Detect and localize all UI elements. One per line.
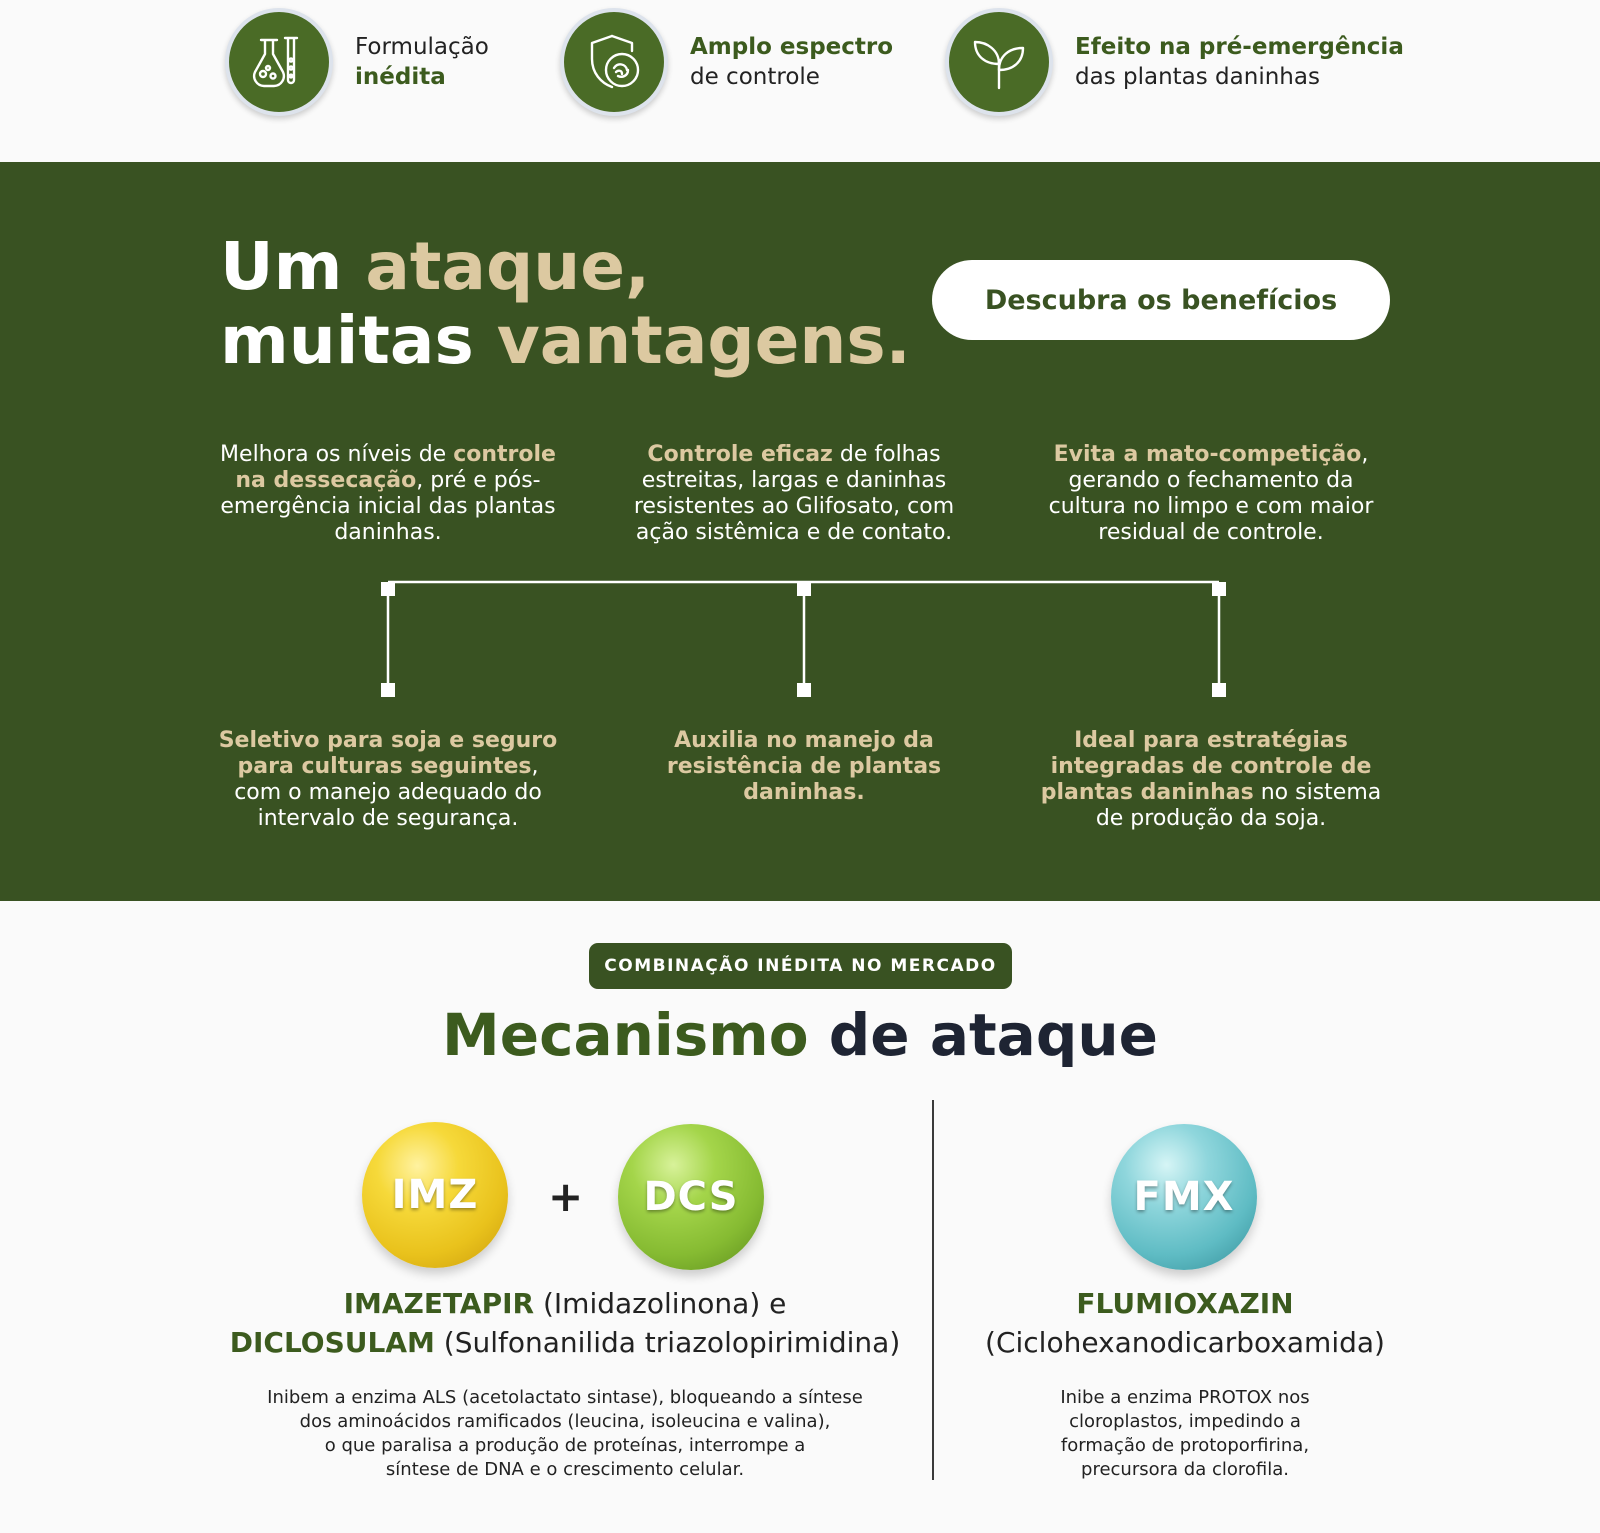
benefit-item: [659, 728, 949, 806]
benefits-section: [0, 162, 1600, 901]
fmx-label: FMX: [1133, 1174, 1235, 1220]
benefit-highlight: Auxilia no manejo da resistência de plantas daninhas: [666, 728, 942, 805]
desc-line: o que paralisa a produção de proteínas, interrompe a: [324, 1435, 806, 1456]
feature-text-plain: das plantas daninhas: [1075, 64, 1320, 90]
headline-gold: vantagens.: [496, 302, 911, 379]
benefit-text: de folhas estreitas, largas e daninhas resistentes ao Glifosato, com ação sistêmica e de contato.: [633, 442, 955, 545]
benefit-text: , gerando o fechamento da cultura no limpo e com maior residual de controle.: [1048, 442, 1374, 545]
left-compound-names: [200, 1284, 930, 1362]
headline-plain: Um: [220, 228, 366, 305]
plus-sign: +: [548, 1172, 584, 1221]
mechanism-title-rest: de ataque: [808, 1001, 1158, 1069]
desc-line: Inibem a enzima ALS (acetolactato sintase), bloqueando a síntese: [267, 1387, 863, 1408]
dcs-sphere: [618, 1124, 764, 1270]
benefit-text: , com o manejo adequado do intervalo de segurança.: [234, 754, 542, 831]
desc-line: formação de protoporfirina,: [1060, 1435, 1310, 1456]
discover-benefits-button[interactable]: Descubra os benefícios: [932, 260, 1390, 340]
desc-line: Inibe a enzima PROTOX nos: [1060, 1387, 1310, 1408]
shield-seed-icon: [560, 8, 668, 116]
right-compound-description: [985, 1386, 1385, 1482]
benefit-text: no sistema de produção da soja.: [1095, 780, 1382, 831]
compound-name: DICLOSULAM: [229, 1326, 435, 1359]
benefit-highlight: Controle eficaz: [647, 442, 833, 467]
mechanism-title-strong: Mecanismo: [442, 1001, 809, 1069]
feature-text-plain: de controle: [690, 64, 820, 90]
compound-group: (Imidazolinona) e: [534, 1287, 787, 1320]
benefit-highlight: Ideal para estratégias integradas de controle de plantas daninhas: [1040, 728, 1372, 805]
right-compound-names: [960, 1284, 1410, 1362]
benefit-text: , pré e pós-emergência inicial das plantas daninhas.: [220, 468, 556, 545]
compound-name: FLUMIOXAZIN: [1076, 1287, 1294, 1320]
benefit-highlight: Evita a mato-competição: [1053, 442, 1362, 467]
feature-spectrum: [560, 8, 893, 116]
mechanism-title: [0, 1000, 1600, 1070]
benefit-highlight: Seletivo para soja e seguro para culturas seguintes: [218, 728, 558, 779]
feature-preemergence: [945, 8, 1404, 116]
compound-name: IMAZETAPIR: [343, 1287, 535, 1320]
compound-group: (Ciclohexanodicarboxamida): [985, 1326, 1385, 1359]
headline-gold: ataque,: [365, 228, 651, 305]
feature-text-highlight: Amplo espectro: [690, 34, 894, 60]
fmx-sphere: [1111, 1124, 1257, 1270]
desc-line: síntese de DNA e o crescimento celular.: [385, 1459, 745, 1480]
imz-sphere: [362, 1122, 508, 1268]
desc-line: dos aminoácidos ramificados (leucina, isoleucina e valina),: [299, 1411, 831, 1432]
sprout-icon: [945, 8, 1053, 116]
column-divider: [932, 1100, 934, 1480]
benefit-text: Melhora os níveis de: [220, 442, 454, 467]
features-strip: [0, 0, 1600, 162]
left-compound-description: [200, 1386, 930, 1482]
flask-tubes-icon: [225, 8, 333, 116]
desc-line: precursora da clorofila.: [1081, 1459, 1289, 1480]
headline-plain: muitas: [220, 302, 497, 379]
compound-group: (Sulfonanilida triazolopirimidina): [434, 1326, 901, 1359]
benefit-item: [218, 728, 558, 832]
dcs-label: DCS: [643, 1174, 739, 1220]
desc-line: cloroplastos, impedindo a: [1069, 1411, 1301, 1432]
benefit-highlight: controle na dessecação: [235, 442, 556, 493]
combination-tag: COMBINAÇÃO INÉDITA NO MERCADO: [589, 943, 1012, 989]
imz-label: IMZ: [391, 1172, 479, 1218]
feature-text-plain: Formulação: [355, 34, 489, 60]
benefit-item: [1036, 728, 1386, 832]
feature-text-highlight: inédita: [355, 64, 446, 90]
benefit-text: .: [856, 780, 865, 805]
feature-text-highlight: Efeito na pré-emergência: [1075, 34, 1404, 60]
feature-formulation: [225, 8, 489, 116]
